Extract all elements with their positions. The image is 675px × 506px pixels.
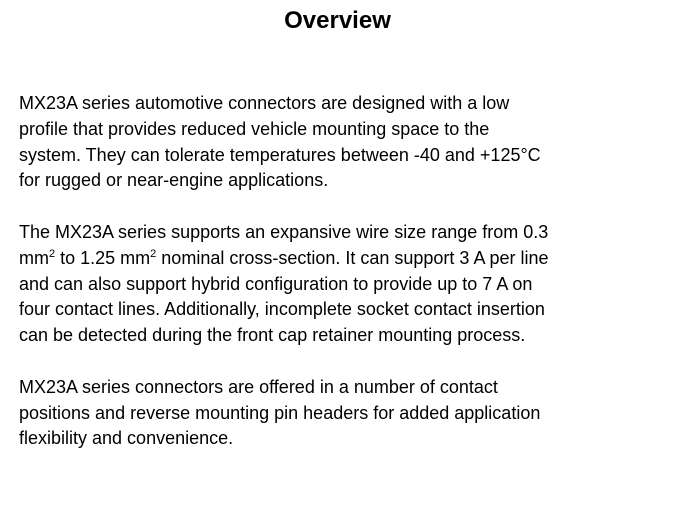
text-line: for rugged or near-engine applications.	[19, 170, 329, 191]
superscript: 2	[49, 247, 56, 260]
paragraph-offerings	[19, 375, 664, 452]
page-title: Overview	[284, 7, 391, 34]
text-line: The MX23A series supports an expansive wire size range from 0.3	[19, 221, 549, 242]
paragraph-intro	[19, 91, 664, 194]
text-fragment: mm	[19, 247, 49, 268]
text-fragment: nominal cross-section. It can support 3 A per line	[156, 247, 549, 268]
text-line: four contact lines. Additionally, incomplete socket contact insertion	[19, 299, 545, 320]
superscript: 2	[150, 247, 157, 260]
text-fragment: to 1.25 mm	[55, 247, 151, 268]
text-line: profile that provides reduced vehicle mounting space to the	[19, 118, 490, 139]
text-line: MX23A series automotive connectors are designed with a low	[19, 93, 510, 113]
body-text	[19, 91, 664, 478]
text-line: positions and reverse mounting pin headers for added application	[19, 402, 541, 423]
text-line: MX23A series connectors are offered in a number of contact	[19, 376, 498, 397]
paragraph-wire-size	[19, 220, 664, 349]
text-line: flexibility and convenience.	[19, 428, 234, 449]
text-line: can be detected during the front cap retainer mounting process.	[19, 325, 526, 346]
text-line: system. They can tolerate temperatures between -40 and +125°C	[19, 144, 541, 165]
text-line-with-superscripts	[19, 246, 664, 272]
text-line: and can also support hybrid configuration to provide up to 7 A on	[19, 273, 533, 294]
